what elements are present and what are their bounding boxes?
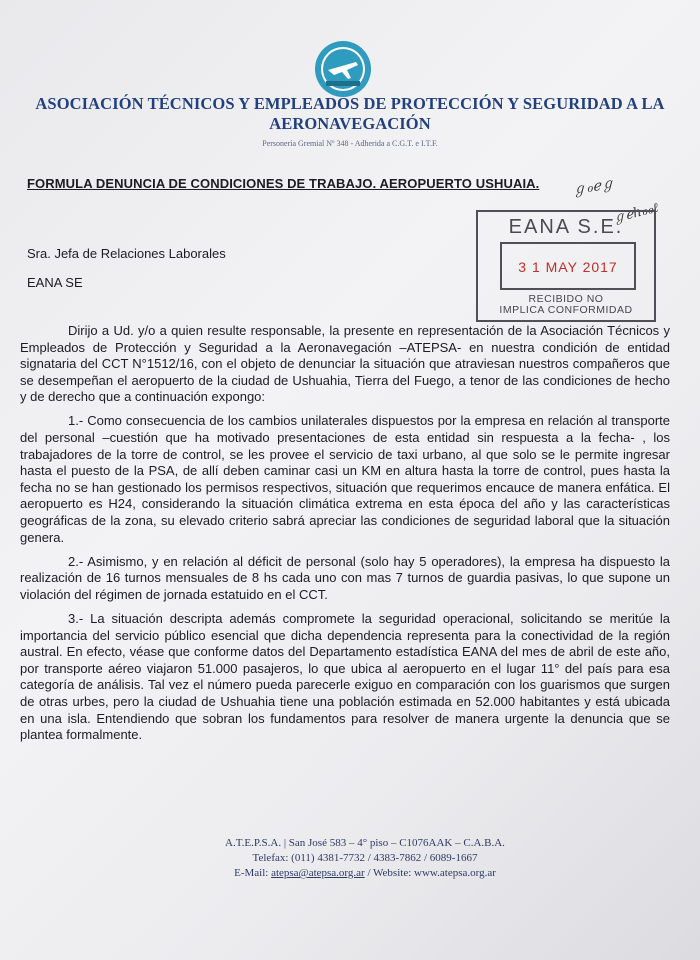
addressee-company: EANA SE [27,275,83,290]
body-paragraph-intro: Dirijo a Ud. y/o a quien resulte responsable, la presente en representación de la Asociación Técnicos y Empleados de Protección y Seguridad a la Aeronavegación –ATEPSA- en nuestra condición de entidad signataria del CCT N°1512/16, con el objeto de denunciar la situación que atraviesan nuestros compañeros que se desempeñan el aeropuerto de la ciudad de Ushuahia, Tierra del Fuego, a tenor de las condiciones de hecho y de derecho que a continuación expongo: [20,323,670,405]
handwritten-signature: ℊℴℯℊ [571,175,617,199]
handwritten-note: ℊℯℎℴℴℓ [611,200,661,227]
organization-subtitle: Personería Gremial Nº 348 - Adherida a C.G.T. e I.T.F. [262,139,438,148]
letter-footer [180,836,550,881]
footer-contact [180,866,550,881]
received-stamp [476,210,656,322]
body-paragraph-2: 2.- Asimismo, y en relación al déficit de personal (solo hay 5 operadores), la empresa ha dispuesto la realización de 16 turnos mensuales de 8 hs cada uno con mas 7 turnos de guardia pasivas, lo que supone un violación del régimen de jornada estatuido en el CCT. [20,553,670,602]
footer-email-link[interactable]: atepsa@atepsa.org.ar [271,867,365,879]
stamp-note-line2: IMPLICA CONFORMIDAD [499,304,633,316]
stamp-note-line1: RECIBIDO NO [528,293,604,305]
footer-phone: Telefax: (011) 4381-7732 / 4383-7862 / 6089-1667 [252,852,478,864]
letter-body [20,323,670,751]
body-paragraph-1: 1.- Como consecuencia de los cambios unilaterales dispuestos por la empresa en relación al transporte del personal –cuestión que ha motivado presentaciones de esta entidad sin respuesta a la fecha- , los trabajadores de la torre de control, se les provee el servicio de taxi urbano, al que solo se le permite ingresar hasta el puesto de la PSA, de allí deben caminar casi un KM en altura hasta la torre de control, pues hasta la fecha no se han gestionado los permisos respectivos, situación que requerimos encauce de manera enfática. El aeropuerto es H24, considerando la situación climática extrema en esta época del año y las características geográficas de la zona, su elevado criterio sabrá apreciar las condiciones de seguridad laboral que la situación genera. [20,413,670,545]
letter-subject: FORMULA DENUNCIA DE CONDICIONES DE TRABAJO. AEROPUERTO USHUAIA. [27,176,540,191]
stamp-date-box [500,242,636,290]
footer-address: A.T.E.P.S.A. | San José 583 – 4° piso – C1076AAK – C.A.B.A. [225,837,505,849]
addressee-name: Sra. Jefa de Relaciones Laborales [27,246,226,261]
atepsa-logo-icon [314,40,372,98]
stamp-title: EANA S.E. [508,216,624,238]
footer-website: / Website: www.atepsa.org.ar [367,867,496,879]
stamp-date: 3 1 MAY 2017 [518,259,618,275]
stamp-note [478,294,654,316]
organization-title: ASOCIACIÓN TÉCNICOS Y EMPLEADOS DE PROTECCIÓN Y SEGURIDAD A LA AERONAVEGACIÓN [35,94,665,133]
body-paragraph-3: 3.- La situación descripta además compromete la seguridad operacional, solicitando se meritúe la importancia del servicio público esencial que dicha dependencia representa para la conectividad de la región austral. En efecto, véase que conforme datos del Departamento estadística EANA del mes de abril de este año, por transporte aéreo viajaron 51.000 pasajeros, lo que ubica al aeropuerto en el lugar 11° del país para esa categoría de análisis. Tal vez el número pueda parecerle exiguo en comparación con los guarismos que surgen de otras urbes, pero la ciudad de Ushuahia tiene una población estimada en 52.000 habitantes y está ubicada en una isla. Entendiendo que sobran los fundamentos para resolver de manera urgente la denuncia que se plantea formalmente. [20,611,670,743]
addressee-block [27,239,226,297]
footer-email-label: E-Mail: [234,867,269,879]
